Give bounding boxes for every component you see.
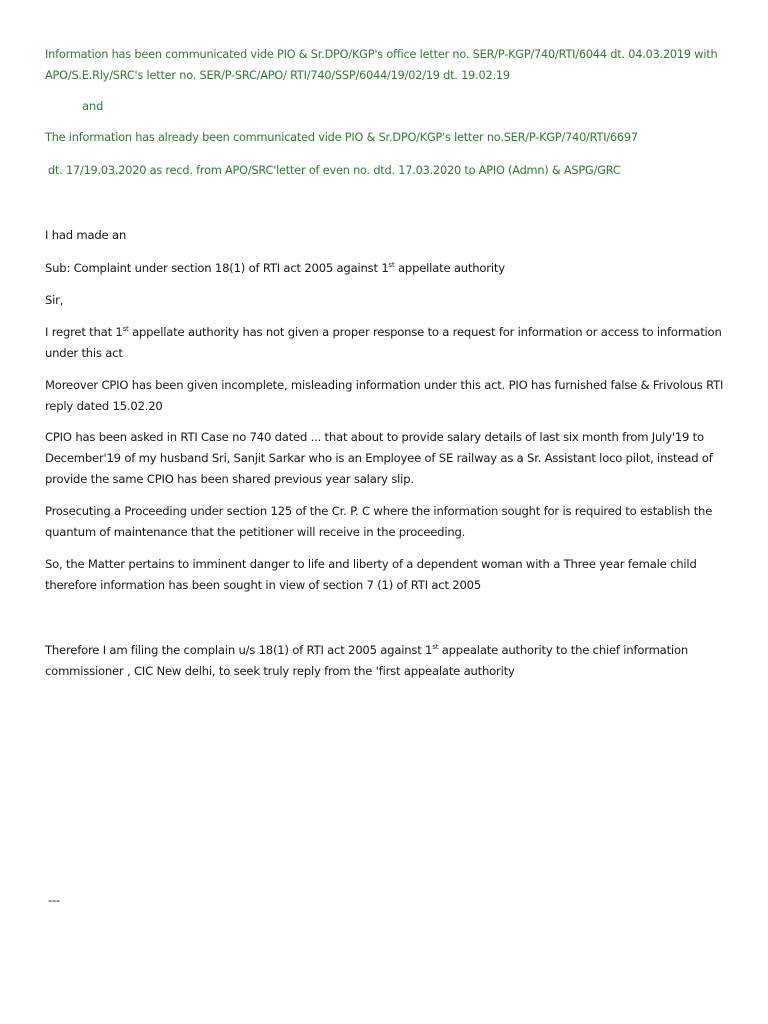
- filing-text-pre: Therefore I am filing the complain u/s 18(1) of RTI act 2005 against 1: [45, 643, 433, 657]
- green-info-line-3: dt. 17/19.03.2020 as recd. from APO/SRC'letter of even no. dtd. 17.03.2020 to APIO (Admn) & ASPG/GRC: [48, 164, 621, 177]
- green-info-line-1: Information has been communicated vide PIO & Sr.DPO/KGP's office letter no. SER/P-KGP/740/RTI/6044 dt. 04.03.2019 with APO/S.E.Rly/SRC's letter no. SER/P-SRC/APO/ RTI/740/SSP/6044/19/02/19 dt. 19.02.19: [45, 48, 718, 82]
- salutation: Sir,: [45, 293, 64, 307]
- paragraph-regret: [45, 322, 735, 364]
- paragraph-matter: So, the Matter pertains to imminent danger to life and liberty of a dependent woman with a Three year female child therefore information has been sought in view of section 7 (1) of RTI act 2005: [45, 557, 697, 592]
- subject-sup: st: [388, 261, 395, 270]
- regret-text-post: appellate authority has not given a proper response to a request for information or access to information under this act: [45, 325, 722, 360]
- subject-text-post: appellate authority: [394, 261, 505, 275]
- paragraph-moreover: Moreover CPIO has been given incomplete, misleading information under this act. PIO has furnished false & Frivolous RTI reply dated 15.02.20: [45, 378, 724, 413]
- regret-sup: st: [122, 325, 129, 334]
- paragraph-filing: [45, 640, 735, 682]
- subject-text-pre: Sub: Complaint under section 18(1) of RTI act 2005 against 1: [45, 261, 389, 275]
- regret-text-pre: I regret that 1: [45, 325, 123, 339]
- filing-sup: st: [432, 643, 439, 652]
- paragraph-prosecuting: Prosecuting a Proceeding under section 125 of the Cr. P. C where the information sought for is required to establish the quantum of maintenance that the petitioner will receive in the proceeding.: [45, 504, 713, 539]
- subject-line: [45, 258, 735, 279]
- green-info-line-2: The information has already been communicated vide PIO & Sr.DPO/KGP's letter no.SER/P-KGP/740/RTI/6697: [45, 131, 638, 144]
- paragraph-cpio: CPIO has been asked in RTI Case no 740 dated ... that about to provide salary details of last six month from July'19 to December'19 of my husband Sri, Sanjit Sarkar who is an Employee of SE railway as a Sr. Assistant loco pilot, instead of provide the same CPIO has been shared previous year salary slip.: [45, 430, 713, 486]
- filing-text-post: appealate authority to the chief information commissioner , CIC New delhi, to seek truly reply from the 'first appealate authority: [45, 643, 688, 678]
- intro-line: I had made an: [45, 228, 127, 242]
- footer-separator: ---: [48, 893, 60, 907]
- green-and-connector: and: [82, 99, 104, 113]
